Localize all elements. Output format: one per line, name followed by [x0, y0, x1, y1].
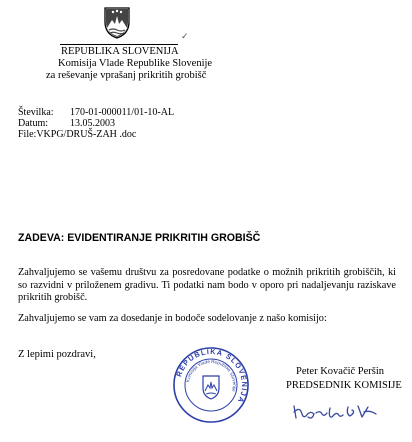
subject-line: ZADEVA: EVIDENTIRANJE PRIKRITIH GROBIŠČ — [18, 232, 261, 244]
official-stamp-icon — [172, 346, 250, 424]
signatory-title: PREDSEDNIK KOMISIJE — [286, 380, 402, 391]
stamp-outer-text: REPUBLIKA SLOVENIJA — [174, 346, 250, 406]
number-label: Številka: — [18, 107, 54, 118]
check-mark: ✓ — [181, 31, 189, 41]
signatory-name: Peter Kovačič Peršin — [296, 366, 385, 377]
commission-name-line1: Komisija Vlade Republike Slovenije — [58, 58, 213, 69]
closing-greeting: Z lepimi pozdravi, — [18, 349, 96, 360]
date-label: Datum: — [18, 118, 48, 129]
coat-of-arms-icon — [99, 6, 135, 40]
country-name: REPUBLIKA SLOVENIJA — [61, 46, 179, 57]
header-divider — [60, 44, 178, 45]
number-value: 170-01-000011/01-10-AL — [70, 107, 175, 118]
file-reference: File:VKPG/DRUŠ-ZAH .doc — [18, 129, 137, 140]
commission-name-line2: za reševanje vprašanj prikritih grobišč — [46, 70, 207, 81]
body-paragraph-2: Zahvaljujemo se vam za dosedanje in bodoče sodelovanje z našo komisijo: — [18, 313, 327, 324]
body-paragraph-1: Zahvaljujemo se vašemu društvu za posredovane podatke o možnih prikritih grobiščih, ki so razvidni v priloženem gradivu. Ti podatki nam bodo v oporo pri nadaljevanju raziskave prikritih grobišč. — [18, 267, 396, 304]
stamp-inner-text: Komisija Vlade Republike Slovenije — [185, 358, 238, 393]
date-value: 13.05.2003 — [70, 118, 115, 129]
handwritten-signature-icon — [290, 398, 382, 424]
